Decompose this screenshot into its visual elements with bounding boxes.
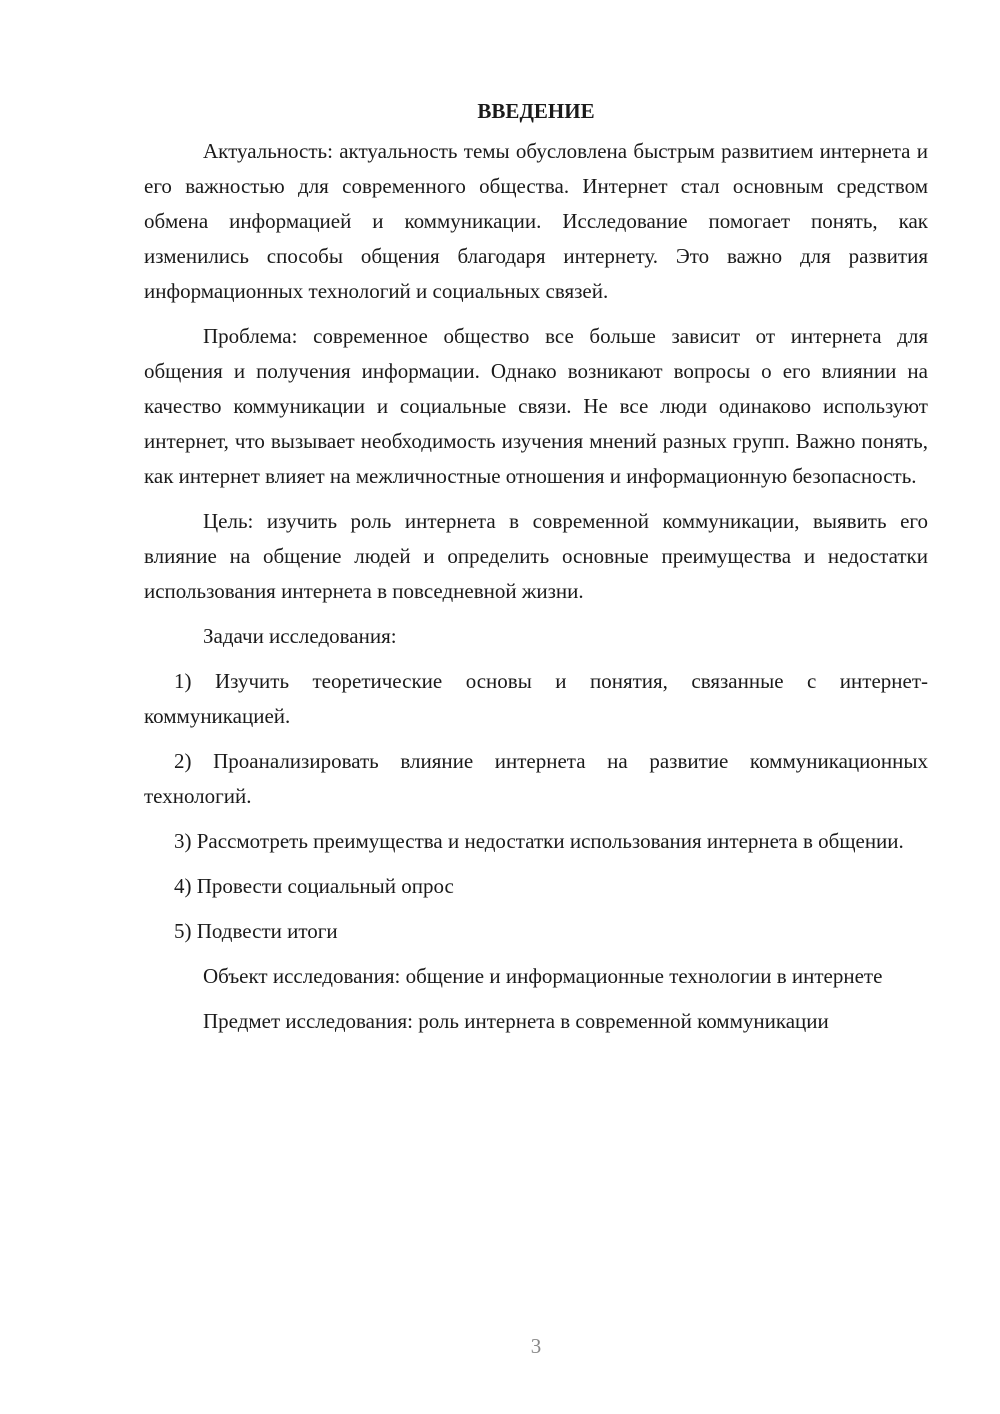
- page-number: 3: [530, 1334, 542, 1358]
- task-item-1: 1) Изучить теоретические основы и понятия, связанные с интернет-коммуникацией.: [144, 669, 928, 728]
- relevance-paragraph: Актуальность: актуальность темы обусловлена быстрым развитием интернета и его важностью для современного общества. Интернет стал основным средством обмена информацией и коммуникации. Исследование помогает понять, как изменились способы общения благодаря интернету. Это важно для развития информационных технологий и социальных связей.: [144, 139, 928, 303]
- task-item-2: 2) Проанализировать влияние интернета на развитие коммуникационных технологий.: [144, 749, 928, 808]
- problem-paragraph: Проблема: современное общество все больше зависит от интернета для общения и получения информации. Однако возникают вопросы о его влиянии на качество коммуникации и социальные связи. Не все люди одинаково используют интернет, что вызывает необходимость изучения мнений разных групп. Важно понять, как интернет влияет на межличностные отношения и информационную безопасность.: [144, 324, 928, 488]
- task-item-3: 3) Рассмотреть преимущества и недостатки использования интернета в общении.: [174, 829, 904, 853]
- task-item-5: 5) Подвести итоги: [174, 919, 338, 943]
- tasks-heading: Задачи исследования:: [203, 624, 397, 648]
- document-page: [144, 94, 928, 1049]
- task-item-4: 4) Провести социальный опрос: [174, 874, 454, 898]
- goal-paragraph: Цель: изучить роль интернета в современной коммуникации, выявить его влияние на общение людей и определить основные преимущества и недостатки использования интернета в повседневной жизни.: [144, 509, 928, 603]
- page-title: ВВЕДЕНИЕ: [477, 99, 595, 123]
- subject-paragraph: Предмет исследования: роль интернета в современной коммуникации: [203, 1009, 829, 1033]
- object-paragraph: Объект исследования: общение и информационные технологии в интернете: [203, 964, 883, 988]
